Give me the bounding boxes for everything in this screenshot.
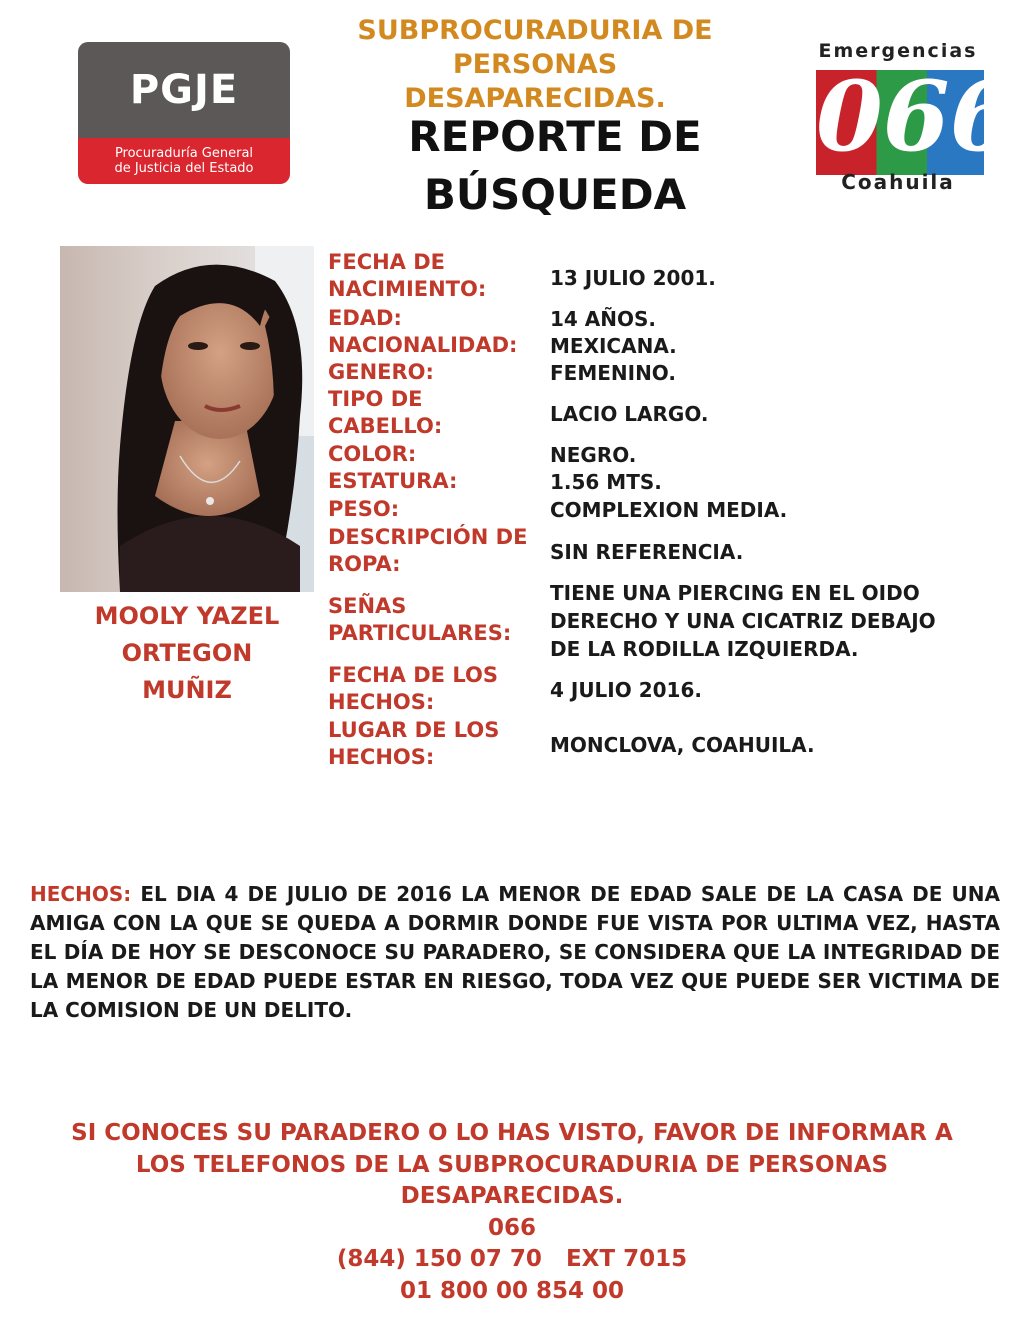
contact-line1: SI CONOCES SU PARADERO O LO HAS VISTO, FAVOR DE INFORMAR A bbox=[71, 1120, 953, 1146]
marks-label bbox=[328, 593, 543, 647]
pgje-logo-line2: de Justicia del Estado bbox=[114, 161, 254, 176]
report-title-line1: REPORTE DE bbox=[408, 112, 702, 161]
birth-date-label-line2: NACIMIENTO: bbox=[328, 277, 487, 301]
subprocuraduria-title bbox=[320, 14, 750, 116]
emergencias-066-logo bbox=[808, 40, 1017, 200]
hair-type-label-line1: TIPO DE bbox=[328, 387, 423, 411]
subtitle-line1: SUBPROCURADURIA DE bbox=[357, 15, 713, 46]
event-date-label bbox=[328, 662, 543, 716]
report-title-line2: BÚSQUEDA bbox=[423, 170, 687, 219]
facts-text: EL DIA 4 DE JULIO DE 2016 LA MENOR DE EDAD SALE DE LA CASA DE UNA AMIGA CON LA QUE SE QUEDA A DORMIR DONDE FUE VISTA POR ULTIMA VEZ, HASTA EL DÍA DE HOY SE DESCONOCE SU PARADERO, SE CONSIDERA QUE LA INTEGRIDAD DE LA MENOR DE EDAD PUEDE ESTAR EN RIESGO, TODA VEZ QUE PUEDE SER VICTIMA DE LA COMISION DE UN DELITO. bbox=[30, 882, 1000, 1022]
pgje-logo-line1: Procuraduría General bbox=[114, 146, 254, 161]
emergencias-number: 066 bbox=[816, 60, 1017, 173]
clothes-label-line1: DESCRIPCIÓN DE bbox=[328, 525, 528, 549]
emergencias-label: Emergencias bbox=[818, 40, 978, 62]
name-line1: MOOLY YAZEL bbox=[94, 602, 280, 630]
contact-line3: DESAPARECIDAS. bbox=[400, 1183, 624, 1209]
report-title bbox=[350, 108, 760, 224]
pgje-logo-abbr: PGJE bbox=[78, 42, 290, 138]
place-label-line1: LUGAR DE LOS bbox=[328, 718, 500, 742]
event-date-label-line1: FECHA DE LOS bbox=[328, 663, 498, 687]
birth-date-value: 13 JULIO 2001. bbox=[550, 266, 716, 290]
birth-date-label bbox=[328, 249, 543, 303]
portrait-image bbox=[60, 246, 314, 592]
height-label: ESTATURA: bbox=[328, 469, 458, 493]
marks-value bbox=[550, 579, 1000, 663]
gender-label: GENERO: bbox=[328, 360, 434, 384]
nationality-value: MEXICANA. bbox=[550, 334, 677, 358]
height-value: 1.56 MTS. bbox=[550, 470, 662, 494]
contact-line2: LOS TELEFONOS DE LA SUBPROCURADURIA DE PERSONAS bbox=[135, 1151, 889, 1178]
marks-value-line2: DERECHO Y UNA CICATRIZ DEBAJO bbox=[550, 609, 936, 633]
facts-label: HECHOS: bbox=[30, 882, 132, 906]
place-label-line2: HECHOS: bbox=[328, 745, 435, 769]
facts-paragraph bbox=[30, 880, 1000, 1025]
event-date-label-line2: HECHOS: bbox=[328, 690, 435, 714]
hair-type-label bbox=[328, 386, 543, 440]
age-value: 14 AÑOS. bbox=[550, 307, 657, 331]
name-line2: ORTEGON bbox=[121, 639, 253, 667]
phone-tollfree: 01 800 00 854 00 bbox=[399, 1277, 625, 1304]
phone-local: (844) 150 07 70 EXT 7015 bbox=[336, 1246, 688, 1272]
clothes-label bbox=[328, 524, 543, 578]
marks-value-line1: TIENE UNA PIERCING EN EL OIDO bbox=[550, 581, 920, 605]
weight-label: PESO: bbox=[328, 497, 400, 521]
gender-value: FEMENINO. bbox=[550, 361, 676, 385]
missing-person-photo bbox=[60, 246, 314, 592]
hair-type-label-line2: CABELLO: bbox=[328, 414, 443, 438]
clothes-value: SIN REFERENCIA. bbox=[550, 540, 744, 564]
marks-label-line2: PARTICULARES: bbox=[328, 621, 512, 645]
pgje-logo-caption bbox=[78, 138, 290, 184]
birth-date-label-line1: FECHA DE bbox=[328, 250, 446, 274]
nationality-label: NACIONALIDAD: bbox=[328, 333, 518, 357]
place-label bbox=[328, 717, 543, 771]
pgje-logo bbox=[78, 42, 290, 184]
coahuila-label: Coahuila bbox=[841, 170, 955, 194]
marks-value-line3: DE LA RODILLA IZQUIERDA. bbox=[550, 637, 859, 661]
missing-person-name bbox=[60, 598, 314, 709]
age-label: EDAD: bbox=[328, 306, 402, 330]
subtitle-line2: PERSONAS DESAPARECIDAS. bbox=[404, 49, 666, 114]
color-label: COLOR: bbox=[328, 442, 417, 466]
weight-value: COMPLEXION MEDIA. bbox=[550, 498, 788, 522]
phone-066: 066 bbox=[487, 1214, 536, 1241]
place-value: MONCLOVA, COAHUILA. bbox=[550, 733, 815, 757]
contact-block bbox=[20, 1118, 1004, 1307]
hair-type-value: LACIO LARGO. bbox=[550, 402, 709, 426]
clothes-label-line2: ROPA: bbox=[328, 552, 401, 576]
color-value: NEGRO. bbox=[550, 443, 637, 467]
name-line3: MUÑIZ bbox=[142, 676, 232, 704]
event-date-value: 4 JULIO 2016. bbox=[550, 678, 702, 702]
marks-label-line1: SEÑAS bbox=[328, 594, 407, 618]
